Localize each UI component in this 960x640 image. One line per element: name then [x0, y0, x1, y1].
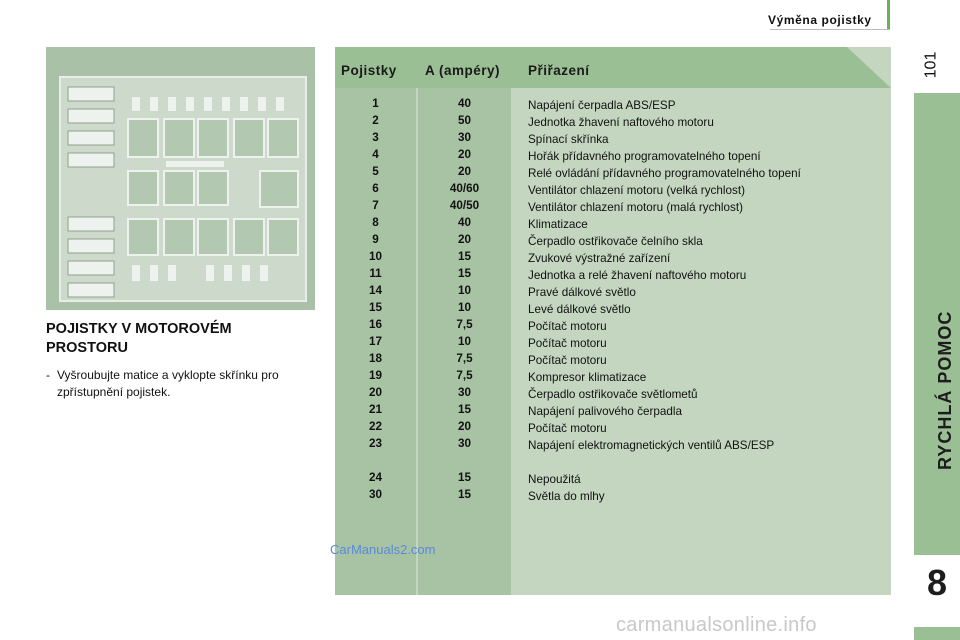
fuse-amps: 30: [457, 386, 471, 399]
table-row: [335, 437, 891, 471]
fuse-number: 30: [368, 488, 382, 501]
fuse-amps: 7,5: [456, 369, 473, 382]
fuse-amps: 20: [457, 233, 471, 246]
table-row: [335, 267, 891, 284]
table-row: [335, 216, 891, 233]
fuse-assignment: Spínací skřínka: [528, 133, 609, 146]
table-header-shape: [335, 47, 891, 88]
header-amps: A (ampéry): [425, 63, 501, 78]
header-assignment: Přiřazení: [528, 63, 590, 78]
fuse-assignment: Hořák přídavného programovatelného topení: [528, 150, 761, 163]
fuse-amps: 20: [457, 165, 471, 178]
fuse-assignment: Počítač motoru: [528, 320, 607, 333]
table-row: [335, 301, 891, 318]
header-divider: [770, 29, 890, 30]
fuse-assignment: Jednotka a relé žhavení naftového motoru: [528, 269, 747, 282]
fuse-number: 11: [369, 267, 382, 280]
table-row: [335, 114, 891, 131]
fuse-number: 14: [368, 284, 382, 297]
fuse-assignment: Zvukové výstražné zařízení: [528, 252, 671, 265]
section-instruction: [46, 367, 316, 401]
fuse-number: 6: [372, 182, 379, 195]
header-fuse: Pojistky: [341, 63, 397, 78]
table-row: [335, 148, 891, 165]
fuse-number: 22: [368, 420, 382, 433]
table-row: [335, 369, 891, 386]
fuse-amps: 15: [457, 403, 471, 416]
fuse-number: 24: [368, 471, 382, 484]
fuse-number: 16: [368, 318, 382, 331]
fuse-assignment: Čerpadlo ostřikovače světlometů: [528, 388, 698, 401]
table-row: [335, 420, 891, 437]
table-rows: [335, 97, 891, 505]
fuse-number: 18: [368, 352, 382, 365]
fuse-amps: 10: [457, 301, 471, 314]
table-row: [335, 352, 891, 369]
fuse-assignment: Počítač motoru: [528, 354, 607, 367]
fuse-number: 5: [372, 165, 379, 178]
table-row: [335, 97, 891, 114]
fuse-assignment: Počítač motoru: [528, 337, 607, 350]
fuse-number: 19: [368, 369, 382, 382]
fuse-amps: 40/50: [449, 199, 480, 212]
fuse-number: 8: [372, 216, 379, 229]
section-title: POJISTKY V MOTOROVÉM PROSTORU: [46, 321, 232, 356]
fuse-number: 10: [368, 250, 382, 263]
fuse-assignment: Napájení elektromagnetických ventilů ABS/ESP: [528, 439, 775, 452]
fuse-amps: 10: [457, 284, 471, 297]
fuse-amps: 20: [457, 420, 471, 433]
table-row: [335, 131, 891, 148]
fuse-box-diagram: [46, 47, 315, 310]
fuse-amps: 7,5: [456, 318, 473, 331]
fuse-amps: 20: [457, 148, 471, 161]
fuse-number: 9: [372, 233, 379, 246]
fuse-number: 17: [368, 335, 382, 348]
table-header: [335, 47, 891, 88]
fuse-amps: 15: [457, 471, 471, 484]
fuse-assignment: Levé dálkové světlo: [528, 303, 631, 316]
fuse-assignment: Světla do mlhy: [528, 490, 605, 503]
fuse-number: 15: [368, 301, 382, 314]
table-row: [335, 471, 891, 488]
fuse-amps: 15: [457, 267, 471, 280]
watermark-carmanuals2: CarManuals2.com: [330, 542, 436, 557]
table-row: [335, 403, 891, 420]
fuse-assignment: Ventilátor chlazení motoru (velká rychlost): [528, 184, 745, 197]
running-header-title: Výměna pojistky: [768, 13, 872, 27]
fuse-amps: 40: [457, 97, 471, 110]
fuse-amps: 7,5: [456, 352, 473, 365]
fuse-table: [335, 47, 891, 595]
table-row: [335, 165, 891, 182]
fuse-assignment: Relé ovládání přídavného programovatelného topení: [528, 167, 801, 180]
header-accent-bar: [887, 0, 890, 29]
fuse-number: 4: [372, 148, 379, 161]
fuse-assignment: Klimatizace: [528, 218, 588, 231]
fuse-assignment: Napájení palivového čerpadla: [528, 405, 682, 418]
fuse-assignment: Čerpadlo ostřikovače čelního skla: [528, 235, 703, 248]
table-row: [335, 199, 891, 216]
fuse-assignment: Nepoužitá: [528, 473, 581, 486]
fuse-number: 7: [372, 199, 379, 212]
fuse-amps: 40/60: [449, 182, 480, 195]
table-row: [335, 233, 891, 250]
table-row: [335, 386, 891, 403]
chapter-number: 8: [926, 562, 948, 603]
table-row: [335, 335, 891, 352]
fuse-number: 21: [368, 403, 382, 416]
fuse-assignment: Napájení čerpadla ABS/ESP: [528, 99, 676, 112]
fuse-amps: 30: [457, 131, 471, 144]
table-row: [335, 284, 891, 301]
table-row: [335, 182, 891, 199]
fuse-amps: 30: [457, 437, 471, 450]
watermark-carmanualsonline: carmanualsonline.info: [616, 614, 817, 636]
fuse-number: 2: [372, 114, 379, 127]
fuse-assignment: Pravé dálkové světlo: [528, 286, 636, 299]
page-number: 101: [922, 51, 940, 79]
fuse-number: 23: [368, 437, 382, 450]
bullet-dash: -: [46, 368, 50, 382]
table-row: [335, 488, 891, 505]
fuse-box-illustration: [46, 47, 315, 310]
fuse-number: 3: [372, 131, 379, 144]
table-row: [335, 318, 891, 335]
table-row: [335, 250, 891, 267]
fuse-amps: 15: [457, 488, 471, 501]
fuse-amps: 10: [457, 335, 471, 348]
fuse-number: 1: [372, 97, 379, 110]
fuse-assignment: Jednotka žhavení naftového motoru: [528, 116, 714, 129]
fuse-amps: 50: [457, 114, 471, 127]
instruction-text: Vyšroubujte matice a vyklopte skřínku pro zpřístupnění pojistek.: [57, 368, 279, 399]
fuse-assignment: Ventilátor chlazení motoru (malá rychlost): [528, 201, 744, 214]
chapter-title: RYCHLÁ POMOC: [935, 310, 955, 470]
fuse-amps: 40: [457, 216, 471, 229]
fuse-assignment: Kompresor klimatizace: [528, 371, 647, 384]
fuse-amps: 15: [457, 250, 471, 263]
fuse-number: 20: [368, 386, 382, 399]
fuse-assignment: Počítač motoru: [528, 422, 607, 435]
